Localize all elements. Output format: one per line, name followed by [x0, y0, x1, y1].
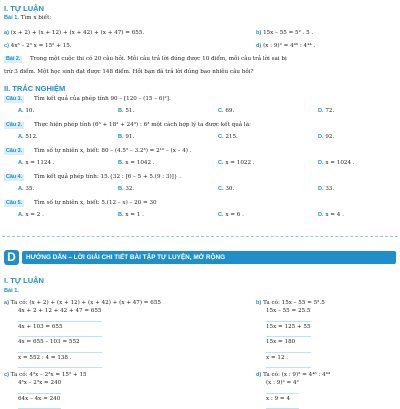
- solution-b-step: 15x = 125 + 55: [266, 322, 311, 338]
- solutions-section-title: I. TỰ LUẬN: [4, 276, 44, 285]
- cau4-option-a[interactable]: A. 35.: [18, 186, 34, 192]
- cau1-option-a[interactable]: A. 10.: [18, 108, 34, 114]
- solution-b-step: 15x = 180: [266, 337, 311, 353]
- solution-c-step: 4³x – 2³x = 240: [18, 378, 61, 394]
- cau2-option-c[interactable]: C. 215.: [218, 134, 238, 140]
- cau1-label: Câu 1.: [4, 96, 24, 103]
- solution-a-step: 4x + 2 + 12 + 42 + 47 = 655: [18, 306, 102, 322]
- cau3-option-d[interactable]: D. x = 1024 .: [318, 160, 355, 166]
- section-title-tu-luan: I. TỰ LUẬN: [4, 4, 44, 13]
- solution-a-first: a) Ta có: (x + 2) + (x + 12) + (x + 42) + (x + 47) = 655: [4, 300, 161, 307]
- bai1-item-d: d) (x : 9)² = 4⁴⁶ : 4⁴⁴ .: [256, 43, 315, 50]
- solution-bai1-label: Bài 1.: [4, 288, 19, 295]
- bai2-label: Bài 2.: [4, 56, 22, 63]
- bai1-question: [4, 15, 51, 22]
- cau3-option-c[interactable]: C. x = 1022 .: [218, 160, 255, 166]
- solution-a-step: 4x = 655 – 103 = 552: [18, 337, 102, 353]
- cau5-question: Tìm số tự nhiên x, biết: 5.(12 – x) – 20 = 30: [34, 200, 157, 207]
- bai2-text-line1: Trong một cuộc thi có 20 câu hỏi. Mỗi câu trả lời đúng được 10 điểm, mỗi câu trả lời sai bị: [30, 56, 287, 63]
- cau4-label: Câu 4.: [4, 174, 24, 181]
- cau3-label: Câu 3.: [4, 148, 24, 155]
- cau5-option-b[interactable]: B. x = 1 .: [118, 212, 144, 218]
- cau4-option-b[interactable]: B. 32.: [118, 186, 134, 192]
- solution-d-step: (x : 9)² = 4²: [266, 378, 299, 394]
- cau1-option-b[interactable]: B. 51.: [118, 108, 134, 114]
- solution-d-step: x : 9 = 4: [266, 394, 299, 409]
- cau3-option-a[interactable]: A. x = 1124 .: [18, 160, 55, 166]
- cau1-option-c[interactable]: C. 69.: [218, 108, 234, 114]
- bai1-item-a: a) (x + 2) + (x + 12) + (x + 42) + (x + 47) = 655.: [4, 30, 144, 37]
- bai2-text-line2: trừ 3 điểm. Một học sinh đạt được 148 điểm. Hỏi bạn đã trả lời đúng bao nhiêu câu hỏi?: [4, 69, 254, 76]
- bai1-item-c: c) 4x³ – 2³ x = 15² + 15.: [4, 43, 72, 50]
- cau5-option-a[interactable]: A. x = 2 .: [18, 212, 44, 218]
- solution-c-step: 64x – 4x = 240: [18, 394, 61, 409]
- cau1-question: Tìm kết quả của phép tính 90 – [120 – (15 – 6)²].: [34, 96, 171, 103]
- bai1-item-b: b) 15x – 55 = 5² . 5 .: [256, 30, 313, 37]
- solution-a-step: x = 552 : 4 = 138 .: [18, 353, 102, 369]
- cau2-option-d[interactable]: D. 92.: [318, 134, 334, 140]
- section-d-logo-icon: D: [4, 250, 19, 265]
- solution-b-steps: [266, 306, 311, 368]
- banner-title: HƯỚNG DẪN – LỜI GIẢI CHI TIẾT BÀI TẬP TỰ LUYỆN, MỞ RỘNG: [22, 251, 396, 264]
- solution-d-steps: [266, 378, 299, 409]
- cau3-option-b[interactable]: B. x = 1042 .: [118, 160, 155, 166]
- solution-c-steps: [18, 378, 61, 409]
- solution-b-step: x = 12 .: [266, 353, 311, 369]
- cau5-option-d[interactable]: D. x = 4 .: [318, 212, 344, 218]
- cau4-option-c[interactable]: C. 30.: [218, 186, 234, 192]
- section-title-trac-nghiem: II. TRẮC NGHIỆM: [4, 84, 65, 93]
- cau5-label: Câu 5.: [4, 200, 24, 207]
- cau4-question: Tìm kết quả phép tính: 15.{32 : [6 – 5 + 5.(9 : 3)]} .: [34, 174, 181, 181]
- solution-a-steps: [18, 306, 102, 368]
- section-divider: [2, 236, 398, 237]
- bai1-text: Tìm x biết:: [21, 15, 51, 21]
- solution-d-first: d) Ta có: (x : 9)² = 4⁴⁶ : 4⁴⁴: [256, 372, 330, 379]
- cau1-option-d[interactable]: D. 72.: [318, 108, 334, 114]
- solution-a-step: 4x + 103 = 655: [18, 322, 102, 338]
- cau2-option-a[interactable]: A. 512.: [18, 134, 38, 140]
- solution-b-step: 15x – 55 = 25.5: [266, 306, 311, 322]
- cau5-option-c[interactable]: C. x = 6 .: [218, 212, 244, 218]
- cau2-label: Câu 2.: [4, 122, 24, 129]
- solution-c-first: c) Ta có: 4³x – 2³x = 15² + 15: [4, 372, 87, 379]
- cau3-question: Tìm số tự nhiên x, biết: 80 – (4.5² – 3.2³) = 2¹⁰ – (x – 4) .: [34, 148, 192, 155]
- cau4-option-d[interactable]: D. 33.: [318, 186, 334, 192]
- solution-b-first: b) Ta có: 15x – 55 = 5².5: [256, 300, 325, 307]
- bai1-label: Bài 1.: [4, 15, 19, 21]
- cau2-option-b[interactable]: B. 91.: [118, 134, 134, 140]
- cau2-question: Thực hiện phép tính (6³ + 18³ + 24³) : 6³ một cách hợp lý ta được kết quả là:: [34, 122, 251, 129]
- solutions-banner: [4, 250, 396, 265]
